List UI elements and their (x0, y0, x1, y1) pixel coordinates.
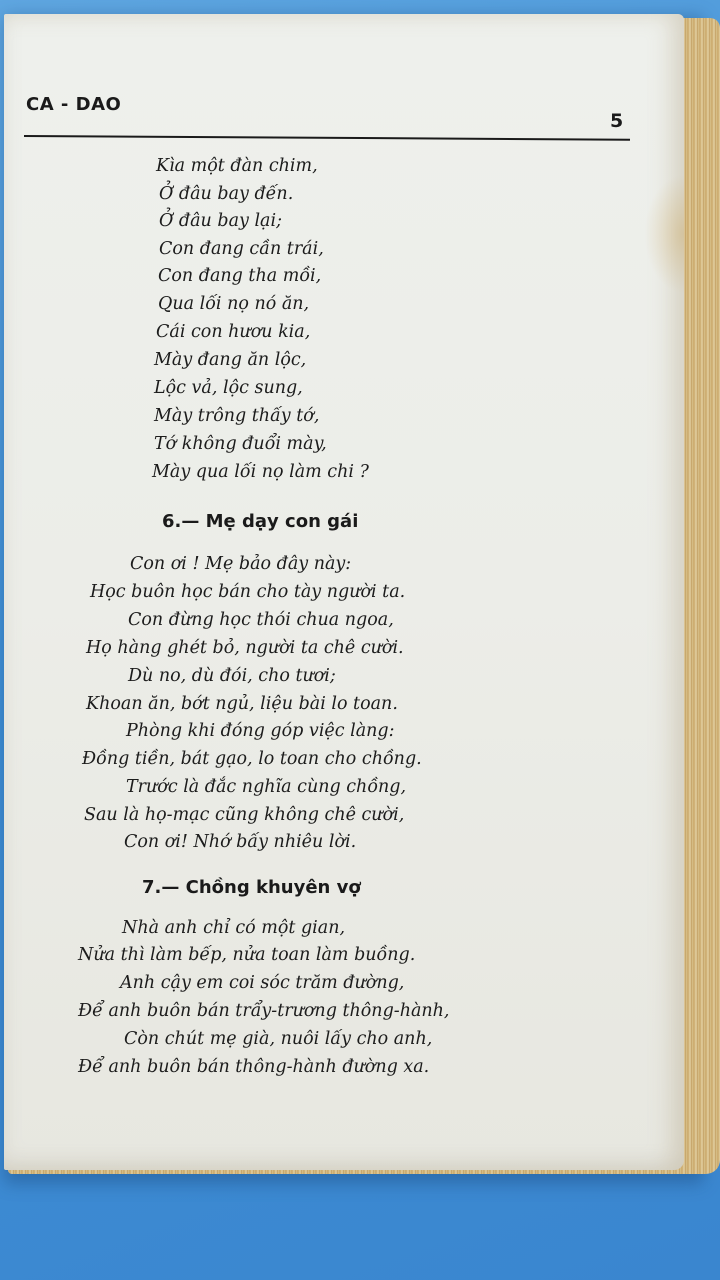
verse-line: Tớ không đuổi mày, (154, 434, 327, 454)
verse-line: Ở đâu bay đến. (159, 184, 294, 204)
verse-line: Con đang cần trái, (159, 239, 324, 259)
verse-line: Con đừng học thói chua ngoa, (128, 610, 394, 630)
paper-stain (644, 174, 684, 294)
verse-line: Mày trông thấy tớ, (154, 406, 320, 426)
verse-line: Mày đang ăn lộc, (154, 350, 307, 370)
verse-line: Họ hàng ghét bỏ, người ta chê cười. (86, 638, 404, 658)
section-6-heading: 6.— Mẹ dạy con gái (162, 511, 359, 532)
verse-line: Sau là họ-mạc cũng không chê cười, (84, 805, 405, 825)
verse-line: Con ơi! Nhớ bấy nhiêu lời. (124, 832, 357, 852)
verse-line: Mày qua lối nọ làm chi ? (152, 462, 369, 482)
section-7-heading: 7.— Chồng khuyên vợ (142, 877, 361, 898)
running-head: CA - DAO (26, 94, 122, 115)
verse-line: Dù no, dù đói, cho tươi; (128, 666, 336, 686)
header-rule (24, 135, 630, 141)
verse-line: Cái con hươu kia, (156, 322, 311, 342)
verse-line: Nửa thì làm bếp, nửa toan làm buồng. (78, 945, 416, 965)
verse-line: Con ơi ! Mẹ bảo đây này: (130, 554, 352, 574)
verse-line: Còn chút mẹ già, nuôi lấy cho anh, (124, 1029, 433, 1049)
verse-line: Anh cậy em coi sóc trăm đường, (120, 973, 405, 993)
verse-line: Trước là đắc nghĩa cùng chồng, (126, 777, 407, 797)
verse-line: Khoan ăn, bớt ngủ, liệu bài lo toan. (86, 694, 398, 714)
verse-line: Đồng tiền, bát gạo, lo toan cho chồng. (82, 749, 422, 769)
verse-line: Kìa một đàn chim, (156, 156, 318, 176)
verse-line: Để anh buôn bán thông-hành đường xa. (78, 1057, 430, 1077)
verse-line: Lộc vả, lộc sung, (154, 378, 303, 398)
page-number: 5 (610, 110, 624, 132)
verse-line: Phòng khi đóng góp việc làng: (126, 721, 395, 741)
verse-line: Ở đâu bay lại; (159, 211, 282, 231)
verse-line: Nhà anh chỉ có một gian, (122, 918, 346, 938)
verse-line: Qua lối nọ nó ăn, (158, 294, 310, 314)
verse-line: Để anh buôn bán trẩy-trương thông-hành, (78, 1001, 450, 1021)
verse-line: Con đang tha mồi, (158, 266, 322, 286)
book-page (4, 14, 684, 1170)
verse-line: Học buôn học bán cho tày người ta. (90, 582, 406, 602)
